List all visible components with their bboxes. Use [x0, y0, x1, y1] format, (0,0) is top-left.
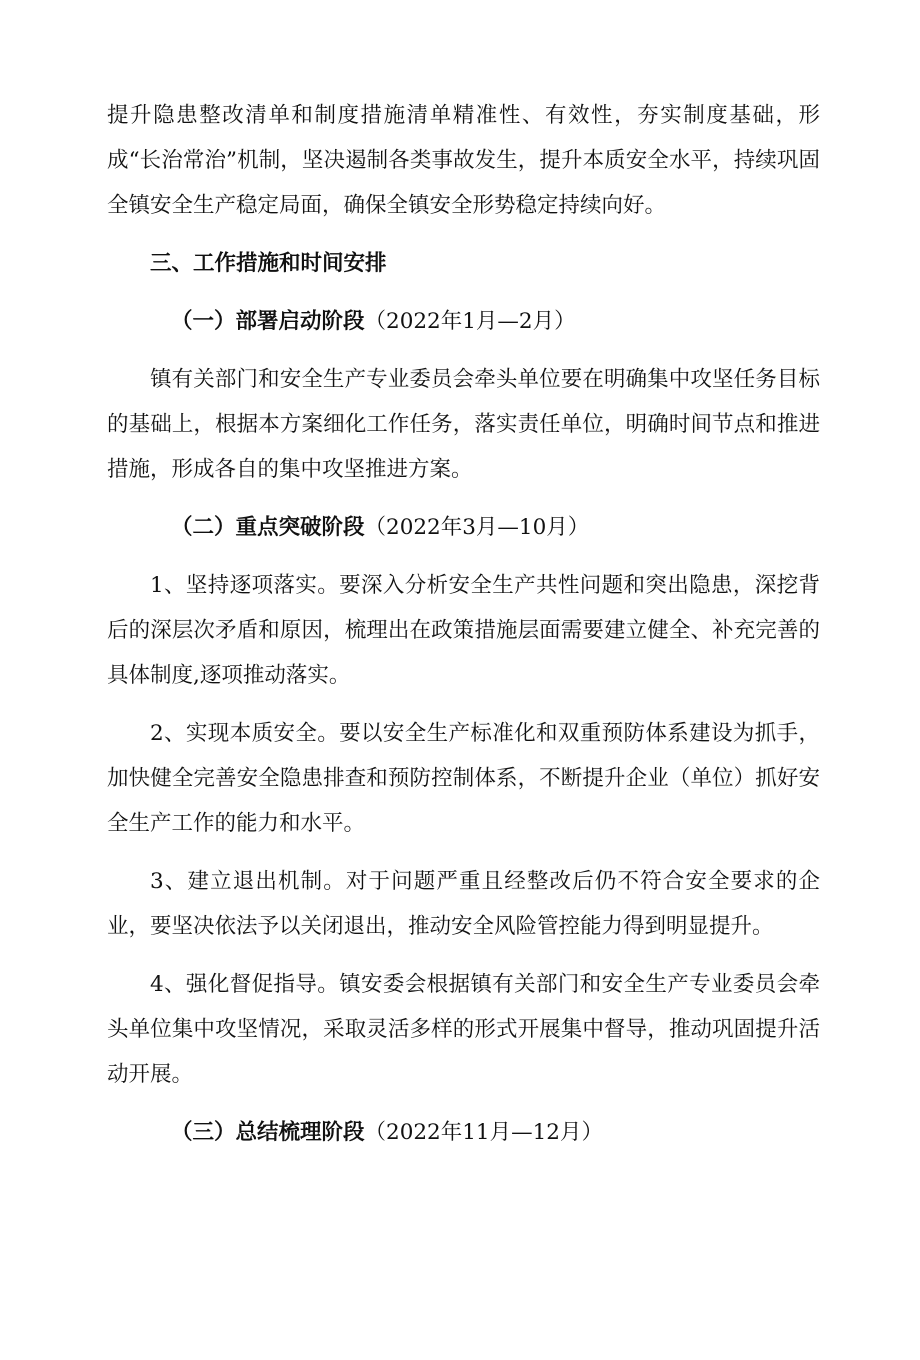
stage-1-period: （2022年1月—2月） [364, 309, 576, 334]
list-item-4: 4、强化督促指导。镇安委会根据镇有关部门和安全生产专业委员会牵头单位集中攻坚情况，采取灵活多样的形式开展集中督导，推动巩固提升活动开展。 [107, 972, 820, 1087]
stage-1-title: （一）部署启动阶段 [171, 309, 365, 334]
list-item-1: 1、坚持逐项落实。要深入分析安全生产共性问题和突出隐患，深挖背后的深层次矛盾和原因，梳理出在政策措施层面需要建立健全、补充完善的具体制度,逐项推动落实。 [107, 573, 820, 688]
stage-2-heading [107, 505, 820, 550]
intro-paragraph: 提升隐患整改清单和制度措施清单精准性、有效性，夯实制度基础，形成“长治常治”机制，坚决遏制各类事故发生，提升本质安全水平，持续巩固全镇安全生产稳定局面，确保全镇安全形势稳定持续向好。 [107, 103, 820, 218]
stage-3-period: （2022年11月—12月） [364, 1120, 603, 1145]
list-item-3: 3、建立退出机制。对于问题严重且经整改后仍不符合安全要求的企业，要坚决依法予以关闭退出，推动安全风险管控能力得到明显提升。 [107, 869, 820, 939]
stage-2-period: （2022年3月—10月） [364, 515, 590, 540]
section-heading-3: 三、工作措施和时间安排 [150, 251, 387, 276]
list-item-2: 2、实现本质安全。要以安全生产标准化和双重预防体系建设为抓手，加快健全完善安全隐患排查和预防控制体系，不断提升企业（单位）抓好安全生产工作的能力和水平。 [107, 721, 820, 836]
stage-3-heading [107, 1110, 820, 1155]
stage-1-body: 镇有关部门和安全生产专业委员会牵头单位要在明确集中攻坚任务目标的基础上，根据本方案细化工作任务，落实责任单位，明确时间节点和推进措施，形成各自的集中攻坚推进方案。 [107, 367, 820, 482]
stage-2-title: （二）重点突破阶段 [171, 515, 365, 540]
stage-1-heading [107, 299, 820, 344]
stage-3-title: （三）总结梳理阶段 [171, 1120, 365, 1145]
